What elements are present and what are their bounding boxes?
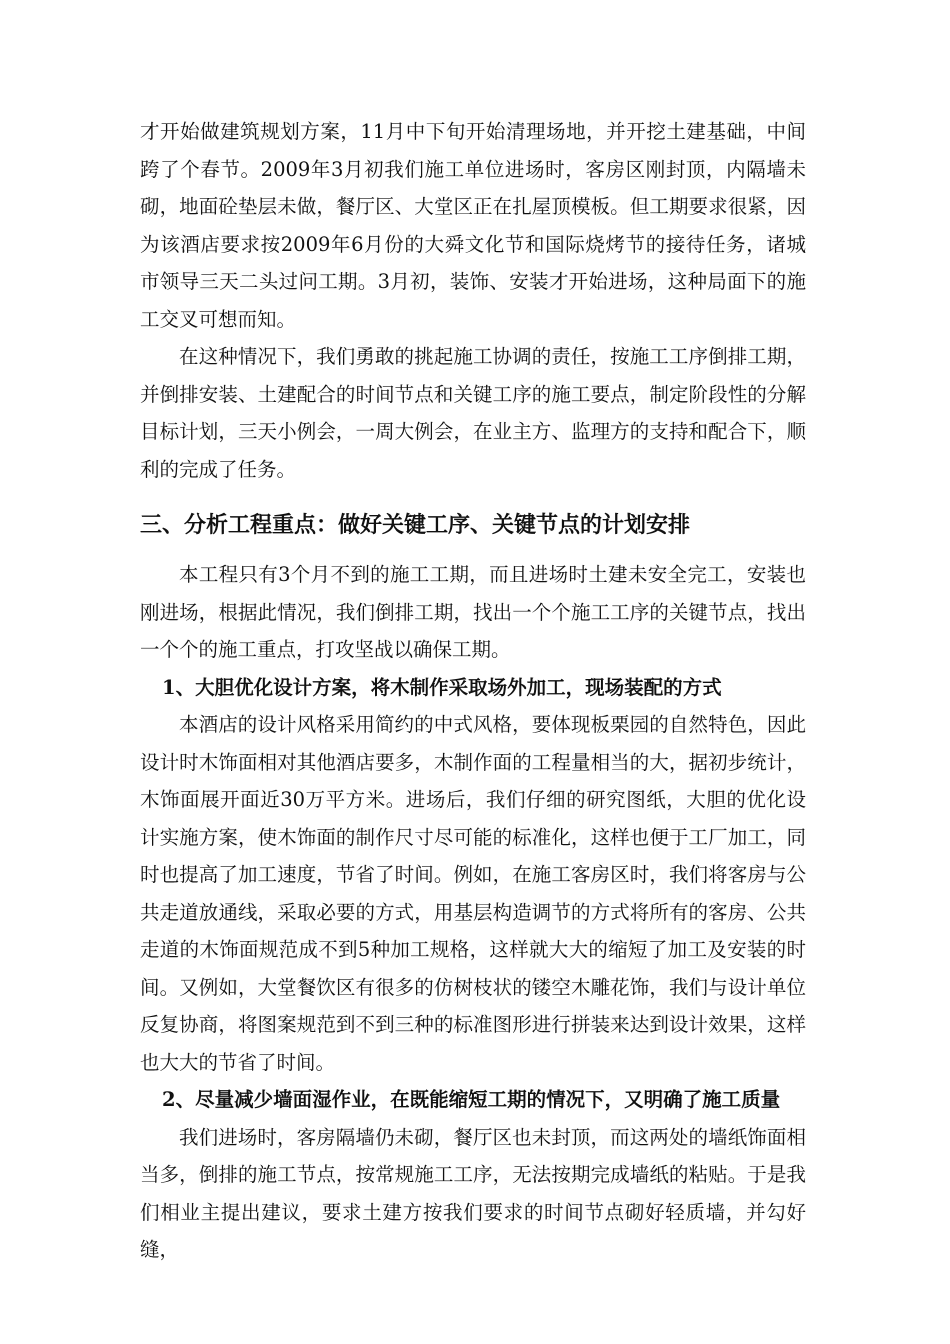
section-heading-3: 三、分析工程重点：做好关键工序、关键节点的计划安排	[140, 512, 691, 538]
paragraph-4: 本酒店的设计风格采用简约的中式风格，要体现板栗园的自然特色，因此设计时木饰面相对其他酒店要多，木制作面的工程量相当的大，据初步统计，木饰面展开面近30万平方米。进场后，我们仔细的研究图纸，大胆的优化设计实施方案，使木饰面的制作尺寸尽可能的标准化，这样也便于工厂加工，同时也提高了加工速度，节省了时间。例如，在施工客房区时，我们将客房与公共走道放通线，采取必要的方式，用基层构造调节的方式将所有的客房、公共走道的木饰面规范成不到5种加工规格，这样就大大的缩短了加工及安装的时间。又例如，大堂餐饮区有很多的仿树枝状的镂空木雕花饰，我们与设计单位反复协商，将图案规范到不到三种的标准图形进行拼装来达到设计效果，这样也大大的节省了时间。	[140, 713, 806, 1074]
subheading-2: 2、尽量减少墙面湿作业，在既能缩短工期的情况下，又明确了施工质量	[162, 1088, 781, 1111]
paragraph-3: 本工程只有3个月不到的施工工期，而且进场时土建未安全完工，安装也刚进场，根据此情况，我们倒排工期，找出一个个施工工序的关键节点，找出一个个的施工重点，打攻坚战以确保工期。	[140, 563, 806, 661]
paragraph-1: 才开始做建筑规划方案，11月中下旬开始清理场地，并开挖土建基础，中间跨了个春节。2009年3月初我们施工单位进场时，客房区刚封顶，内隔墙未砌，地面砼垫层未做，餐厅区、大堂区正在扎屋顶模板。但工期要求很紧，因为该酒店要求按2009年6月份的大舜文化节和国际烧烤节的接待任务，诸城市领导三天二头过问工期。3月初，装饰、安装才开始进场，这种局面下的施工交叉可想而知。	[140, 120, 806, 331]
paragraph-2: 在这种情况下，我们勇敢的挑起施工协调的责任，按施工工序倒排工期，并倒排安装、土建配合的时间节点和关键工序的施工要点，制定阶段性的分解目标计划，三天小例会，一周大例会，在业主方、监理方的支持和配合下，顺利的完成了任务。	[140, 345, 806, 481]
document-body	[140, 113, 806, 1269]
subheading-1: 1、大胆优化设计方案，将木制作采取场外加工，现场装配的方式	[162, 675, 722, 699]
paragraph-5: 我们进场时，客房隔墙仍未砌，餐厅区也未封顶，而这两处的墙纸饰面相当多，倒排的施工节点，按常规施工工序，无法按期完成墙纸的粘贴。于是我们相业主提出建议，要求土建方按我们要求的时间节点砌好轻质墙，并勾好缝，	[140, 1125, 806, 1261]
